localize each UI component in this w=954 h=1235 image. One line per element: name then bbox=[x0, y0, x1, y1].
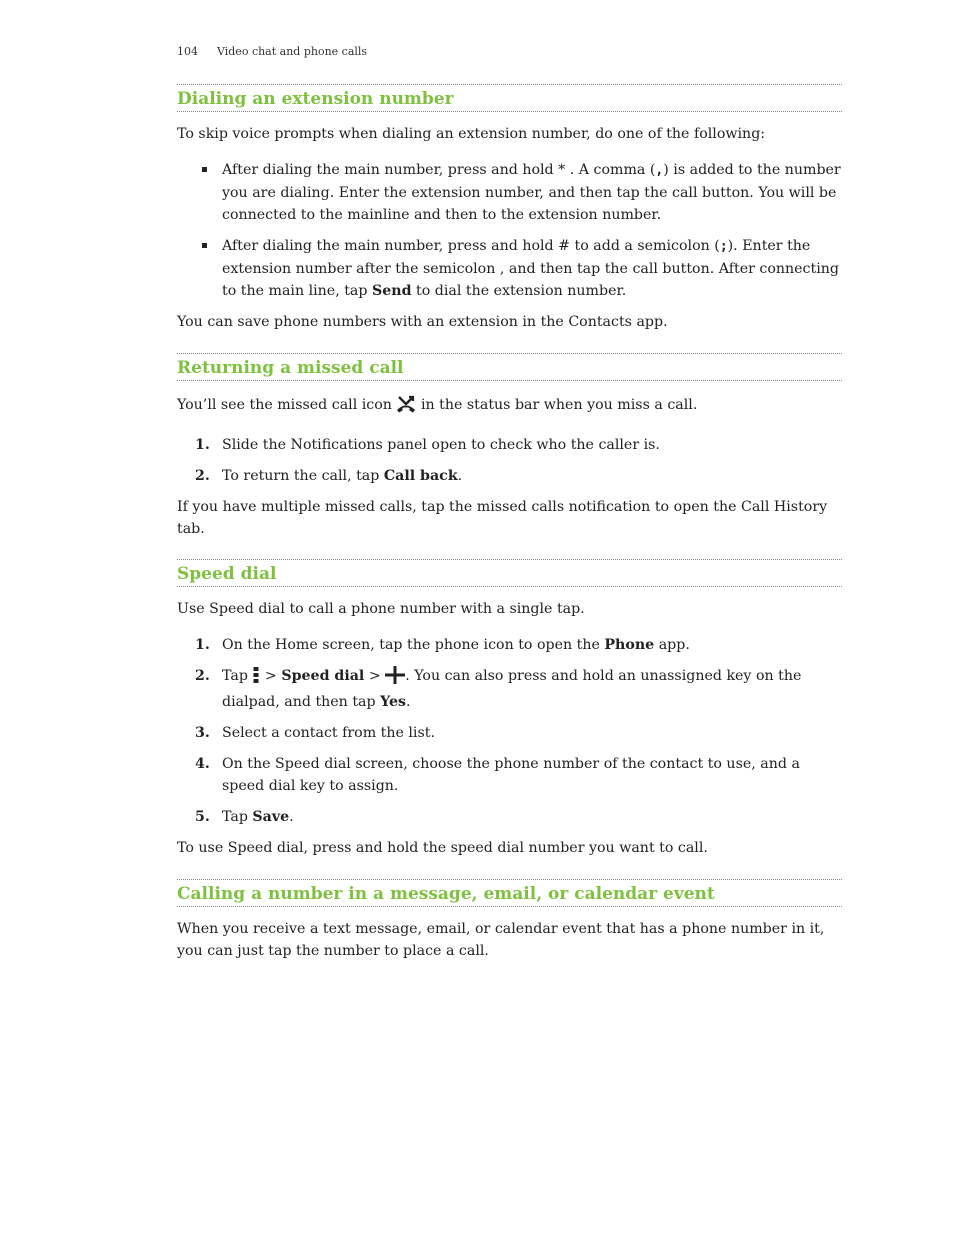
page-content bbox=[177, 84, 842, 962]
text: Tap bbox=[222, 668, 253, 684]
extension-options bbox=[177, 159, 842, 302]
page-header bbox=[177, 45, 367, 58]
text: To return the call, tap bbox=[222, 468, 384, 484]
list-item bbox=[177, 465, 842, 487]
text: On the Home screen, tap the phone icon to open the bbox=[222, 637, 605, 653]
step-number: 1. bbox=[195, 437, 210, 453]
list-item bbox=[177, 634, 842, 656]
list-item bbox=[177, 722, 842, 744]
comma-symbol: , bbox=[655, 163, 664, 178]
section-title-missed: Returning a missed call bbox=[177, 353, 842, 381]
speed-dial-label: Speed dial bbox=[281, 668, 365, 684]
missed-intro bbox=[177, 394, 842, 420]
text: to dial the extension number. bbox=[411, 283, 627, 299]
list-item bbox=[177, 753, 842, 797]
text: You’ll see the missed call icon bbox=[177, 397, 397, 413]
text: Slide the Notifications panel open to check who the caller is. bbox=[222, 437, 660, 453]
extension-intro: To skip voice prompts when dialing an extension number, do one of the following: bbox=[177, 126, 766, 142]
step-number: 3. bbox=[195, 725, 210, 741]
text: . bbox=[406, 694, 411, 710]
calling-body: When you receive a text message, email, or calendar event that has a phone number in it, you can just tap the number to place a call. bbox=[177, 921, 825, 959]
page-number: 104 bbox=[177, 45, 198, 58]
list-item bbox=[177, 159, 842, 226]
missed-outro: If you have multiple missed calls, tap the missed calls notification to open the Call History tab. bbox=[177, 499, 828, 537]
missed-steps bbox=[177, 434, 842, 487]
chapter-title: Video chat and phone calls bbox=[217, 45, 368, 58]
text: > bbox=[260, 668, 282, 684]
text: . bbox=[289, 809, 294, 825]
text: ) is added to the number you are dialing. Enter the extension number, and then tap the call button. You will be connected to the mainline and then to the extension number. bbox=[222, 162, 841, 223]
speed-outro: To use Speed dial, press and hold the speed dial number you want to call. bbox=[177, 840, 708, 856]
step-number: 5. bbox=[195, 809, 210, 825]
text: After dialing the main number, press and hold # to add a semicolon ( bbox=[222, 238, 720, 254]
text: app. bbox=[654, 637, 690, 653]
section-speed bbox=[177, 559, 842, 859]
step-number: 4. bbox=[195, 756, 210, 772]
send-label: Send bbox=[371, 283, 412, 299]
section-title-calling: Calling a number in a message, email, or calendar event bbox=[177, 879, 842, 907]
text: . bbox=[457, 468, 463, 484]
step-number: 2. bbox=[195, 668, 210, 684]
text: . You can also press and hold an unassigned key on the dialpad, and then tap bbox=[222, 668, 802, 710]
section-missed bbox=[177, 353, 842, 540]
yes-label: Yes bbox=[380, 694, 407, 710]
text: > bbox=[364, 668, 386, 684]
list-item bbox=[177, 665, 842, 713]
text: Tap bbox=[222, 809, 253, 825]
text: Select a contact from the list. bbox=[222, 725, 435, 741]
speed-intro: Use Speed dial to call a phone number with a single tap. bbox=[177, 601, 585, 617]
text: On the Speed dial screen, choose the phone number of the contact to use, and a speed dial key to assign. bbox=[222, 756, 800, 794]
phone-label: Phone bbox=[604, 637, 655, 653]
section-title-speed: Speed dial bbox=[177, 559, 842, 587]
text: in the status bar when you miss a call. bbox=[416, 397, 698, 413]
save-label: Save bbox=[252, 809, 290, 825]
step-number: 1. bbox=[195, 637, 210, 653]
text: ). Enter the extension number after the semicolon , and then tap the call button. After connecting to the main line, tap bbox=[222, 238, 839, 299]
section-calling bbox=[177, 879, 842, 962]
text: After dialing the main number, press and hold * . A comma ( bbox=[222, 162, 656, 178]
extension-outro: You can save phone numbers with an extension in the Contacts app. bbox=[177, 314, 668, 330]
step-number: 2. bbox=[195, 468, 210, 484]
list-item bbox=[177, 235, 842, 302]
list-item bbox=[177, 434, 842, 456]
semicolon-symbol: ; bbox=[719, 239, 728, 254]
call-back-label: Call back bbox=[383, 468, 458, 484]
plus-icon bbox=[385, 666, 405, 691]
list-item bbox=[177, 806, 842, 828]
section-title-extension: Dialing an extension number bbox=[177, 84, 842, 112]
speed-steps bbox=[177, 634, 842, 828]
missed-call-icon bbox=[396, 395, 416, 420]
